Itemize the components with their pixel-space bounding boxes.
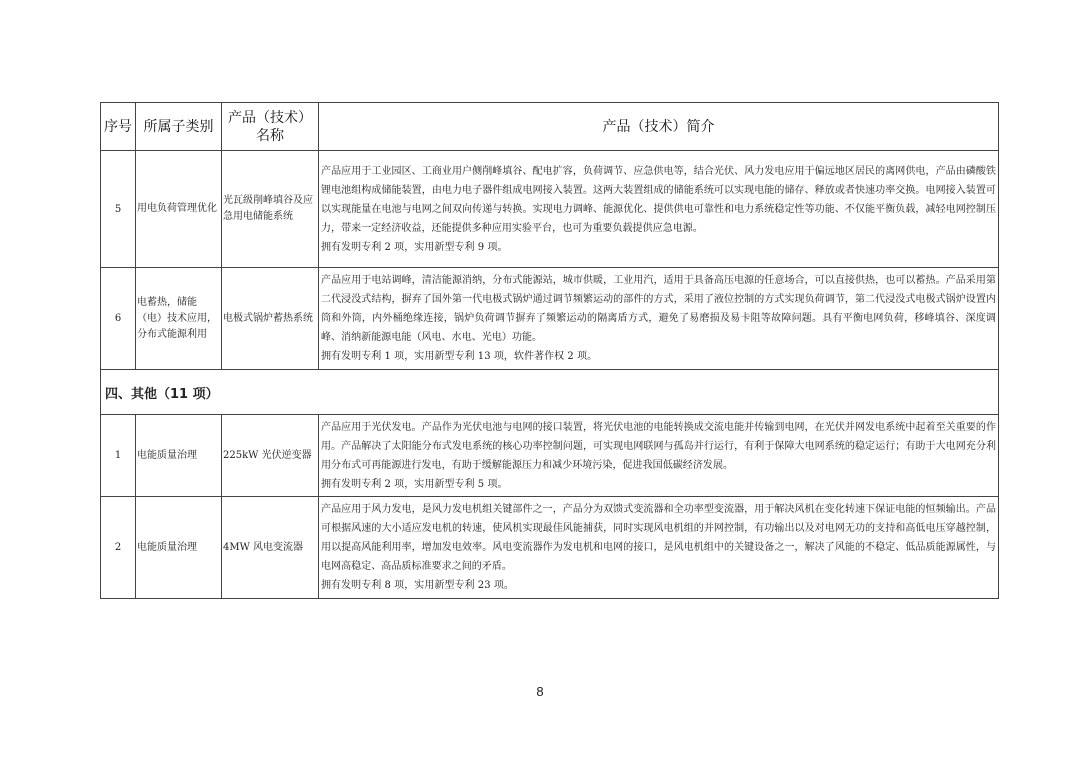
description-text: 产品应用于电站调峰，清洁能源消纳，分布式能源站，城市供暖，工业用汽，适用于具备高压电源的任意场合，可以直接供热，也可以蓄热。产品采用第二代浸没式结构，摒弃了国外第一代电极式锅炉通过调节频繁运动的部件的方式，采用了液位控制的方式实现负荷调节，第二代浸没式电极式锅炉设置内筒和外筒，内外桶绝缘连接，锅炉负荷调节摒弃了频繁运动的隔离盾方式，避免了易磨损及易卡阻等故障问题。具有平衡电网负荷，移峰填谷、深度调峰、消纳新能源电能（风电、水电、光电）功能。 — [321, 275, 996, 343]
row-name: 4MW 风电变流器 — [222, 497, 319, 599]
table-row — [101, 151, 999, 268]
product-table — [100, 102, 999, 599]
patents-text: 拥有发明专利 8 项，实用新型专利 23 项。 — [321, 580, 514, 591]
row-number: 6 — [101, 268, 136, 370]
patents-text: 拥有发明专利 1 项，实用新型专利 13 项，软件著作权 2 项。 — [321, 351, 598, 362]
row-description — [319, 268, 999, 370]
row-category: 用电负荷管理优化 — [136, 151, 222, 268]
row-number: 1 — [101, 415, 136, 497]
section-title: 四、其他（11 项） — [101, 370, 999, 415]
row-number: 2 — [101, 497, 136, 599]
header-name-line1: 产品（技术） — [228, 109, 312, 126]
table-row — [101, 415, 999, 497]
row-category: 电蓄热，储能（电）技术应用，分布式能源利用 — [136, 268, 222, 370]
patents-text: 拥有发明专利 2 项，实用新型专利 5 项。 — [321, 478, 508, 490]
row-name: 225kW 光伏逆变器 — [222, 415, 319, 497]
section-row — [101, 370, 999, 415]
row-description — [319, 151, 999, 268]
row-name: 电极式锅炉蓄热系统 — [222, 268, 319, 370]
description-text: 产品应用于工业园区、工商业用户侧削峰填谷、配电扩容，负荷调节、应急供电等，结合光伏、风力发电应用于偏远地区居民的离网供电，产品由磷酸铁锂电池组构成储能装置，由电力电子器件组成电网接入装置。这两大装置组成的储能系统可以实现电能的储存、释放或者快速功率交换。电网接入装置可以实现能量在电池与电网之间双向传递与转换。实现电力调峰、能源优化、提供供电可靠性和电力系统稳定性等功能、不仅能平衡负载，减轻电网控制压力，带来一定经济收益，还能提供多种应用实验平台，也可为重要负载提供应急电源。 — [321, 165, 996, 234]
description-text: 产品应用于光伏发电。产品作为光伏电池与电网的接口装置，将光伏电池的电能转换成交流电能并传输到电网，在光伏并网发电系统中起着至关重要的作用。产品解决了太阳能分布式发电系统的核心功率控制问题，可实现电网联网与孤岛并行运行，有利于保障大电网系统的稳定运行；有助于大电网充分利用分布式可再能源进行发电，有助于缓解能源压力和减少环境污染，促进我国低碳经济发展。 — [321, 421, 996, 471]
row-description — [319, 415, 999, 497]
header-category: 所属子类别 — [136, 103, 222, 151]
row-name: 光瓦级削峰填谷及应急用电储能系统 — [222, 151, 319, 268]
header-name-line2: 名称 — [256, 127, 284, 144]
description-text: 产品应用于风力发电，是风力发电机组关键部件之一，产品分为双馈式变流器和全功率型变流器，用于解决风机在变化转速下保证电能的恒频输出。产品可根据风速的大小适应发电机的转速，使风机实现最佳风能捕获，同时实现风电机组的并网控制，有功输出以及对电网无功的支持和高低电压穿越控制，用以提高风能利用率，增加发电效率。风电变流器作为发电机和电网的接口，是风电机组中的关键设备之一，解决了风能的不稳定、低品质能源属性，与电网高稳定、高品质标准要求之间的矛盾。 — [321, 504, 996, 572]
page-number: 8 — [536, 684, 544, 699]
row-category: 电能质量治理 — [136, 497, 222, 599]
header-number: 序号 — [101, 103, 136, 151]
table-row — [101, 497, 999, 599]
row-category: 电能质量治理 — [136, 415, 222, 497]
table-header-row — [101, 103, 999, 151]
patents-text: 拥有发明专利 2 项，实用新型专利 9 项。 — [321, 241, 508, 253]
row-number: 5 — [101, 151, 136, 268]
header-description: 产品（技术）简介 — [319, 103, 999, 151]
header-name — [222, 103, 319, 151]
row-description — [319, 497, 999, 599]
table-row — [101, 268, 999, 370]
